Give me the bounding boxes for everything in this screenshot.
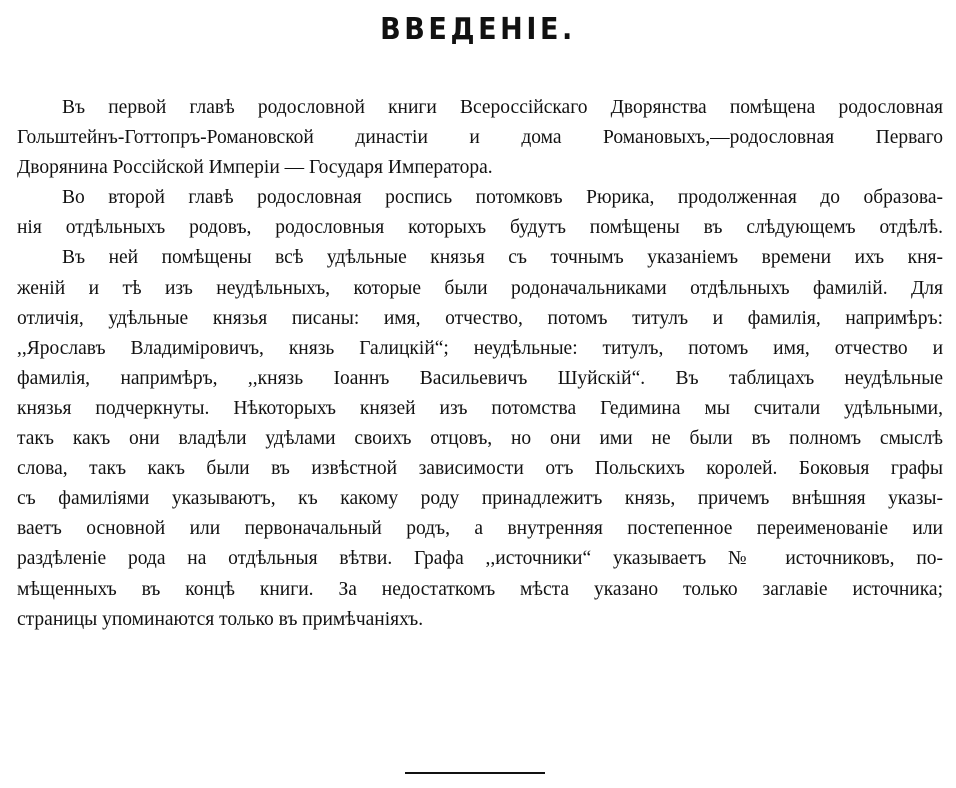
- text-line: Гольштейнъ-Готтопръ-Романовской династіи и дома Романовыхъ,—родословная Перваго: [17, 127, 943, 149]
- closing-rule: [405, 772, 545, 774]
- text-line: Дворянина Россійской Имперіи — Государя Императора.: [17, 157, 493, 179]
- text-line: отличія, удѣльные князья писаны: имя, отчество, потомъ титулъ и фамилія, напримѣръ:: [17, 307, 943, 329]
- text-line: съ фамиліями указываютъ, къ какому роду принадлежитъ князь, причемъ внѣшняя указы-: [17, 488, 943, 510]
- text-line: женій и тѣ изъ неудѣльныхъ, которые были родоначальниками отдѣльныхъ фамилій. Для: [17, 277, 943, 299]
- text-line: Въ ней помѣщены всѣ удѣльные князья съ точнымъ указаніемъ времени ихъ кня-: [62, 247, 943, 269]
- text-line: мѣщенныхъ въ концѣ книги. За недостаткомъ мѣста указано только заглавіе источника;: [17, 578, 943, 600]
- text-line: ,,Ярославъ Владиміровичъ, князь Галицкій“; неудѣльные: титулъ, потомъ имя, отчество и: [17, 337, 943, 359]
- text-line: князья подчеркнуты. Нѣкоторыхъ князей изъ потомства Гедимина мы считали удѣльными,: [17, 397, 943, 419]
- text-line: Въ первой главѣ родословной книги Всероссійскаго Дворянства помѣщена родословная: [62, 97, 943, 118]
- introduction-body: [17, 93, 943, 635]
- page-title: ВВЕДЕНІЕ.: [380, 12, 576, 47]
- text-line: ваетъ основной или первоначальный родъ, а внутренняя постепенное переименованіе или: [17, 518, 943, 540]
- text-line: раздѣленіе рода на отдѣльныя вѣтви. Графа ,,источники“ указываетъ № источниковъ, по-: [17, 548, 943, 570]
- text-line: нія отдѣльныхъ родовъ, родословныя которыхъ будутъ помѣщены въ слѣдующемъ отдѣлѣ.: [17, 217, 943, 239]
- text-line: такъ какъ они владѣли удѣлами своихъ отцовъ, но они ими не были въ полномъ смыслѣ: [17, 428, 943, 450]
- text-line: Во второй главѣ родословная роспись потомковъ Рюрика, продолженная до образова-: [62, 187, 943, 209]
- text-line: слова, такъ какъ были въ извѣстной зависимости отъ Польскихъ королей. Боковыя графы: [17, 458, 943, 480]
- text-line: страницы упоминаются только въ примѣчаніяхъ.: [17, 608, 424, 630]
- text-line: фамилія, напримѣръ, ,,князь Іоаннъ Васильевичъ Шуйскій“. Въ таблицахъ неудѣльные: [17, 367, 943, 389]
